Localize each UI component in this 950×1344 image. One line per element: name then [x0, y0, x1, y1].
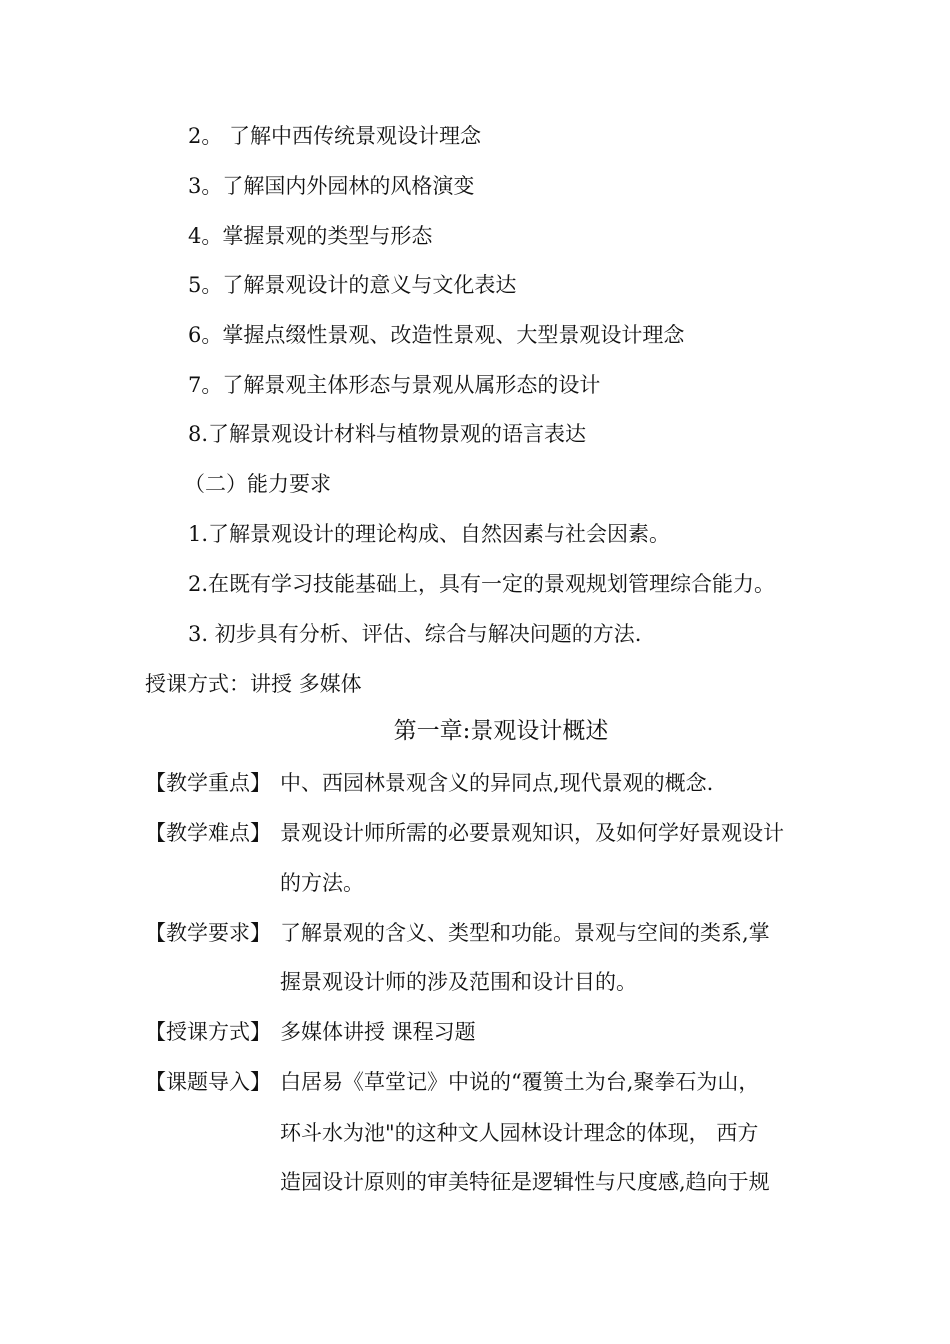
key-points-text: 中、西园林景观含义的异同点,现代景观的概念. [280, 771, 714, 795]
knowledge-item: 5。了解景观设计的意义与文化表达 [188, 273, 517, 297]
ability-heading: （二）能力要求 [184, 472, 331, 496]
ability-item: 2.在既有学习技能基础上，具有一定的景观规划管理综合能力。 [188, 572, 776, 596]
requirements-text: 握景观设计师的涉及范围和设计目的。 [280, 970, 637, 994]
introduction-label: 【课题导入】 [145, 1070, 271, 1094]
teaching-method-line: 授课方式：讲授 多媒体 [145, 672, 362, 696]
method-label: 【授课方式】 [145, 1020, 271, 1044]
introduction-text: 环斗水为池"的这种文人园林设计理念的体现， 西方 [280, 1121, 759, 1145]
knowledge-item: 2。 了解中西传统景观设计理念 [188, 124, 482, 148]
chapter-title: 第一章:景观设计概述 [393, 718, 609, 744]
knowledge-item: 3。了解国内外园林的风格演变 [188, 174, 475, 198]
introduction-text: 造园设计原则的审美特征是逻辑性与尺度感,趋向于规 [280, 1170, 770, 1194]
difficulties-text: 景观设计师所需的必要景观知识，及如何学好景观设计 [280, 821, 784, 845]
ability-item: 1.了解景观设计的理论构成、自然因素与社会因素。 [188, 522, 671, 546]
difficulties-text: 的方法。 [280, 871, 364, 895]
method-text: 多媒体讲授 课程习题 [280, 1020, 476, 1044]
difficulties-label: 【教学难点】 [145, 821, 271, 845]
key-points-label: 【教学重点】 [145, 771, 271, 795]
knowledge-item: 7。了解景观主体形态与景观从属形态的设计 [188, 373, 601, 397]
knowledge-item: 8.了解景观设计材料与植物景观的语言表达 [188, 422, 587, 446]
ability-item: 3. 初步具有分析、评估、综合与解决问题的方法. [188, 622, 642, 646]
requirements-text: 了解景观的含义、类型和功能。景观与空间的类系,掌 [280, 921, 770, 945]
introduction-text: 白居易《草堂记》中说的“覆篑土为台,聚拳石为山， [280, 1070, 760, 1094]
requirements-label: 【教学要求】 [145, 921, 271, 945]
knowledge-item: 6。掌握点缀性景观、改造性景观、大型景观设计理念 [188, 323, 685, 347]
knowledge-item: 4。掌握景观的类型与形态 [188, 224, 433, 248]
